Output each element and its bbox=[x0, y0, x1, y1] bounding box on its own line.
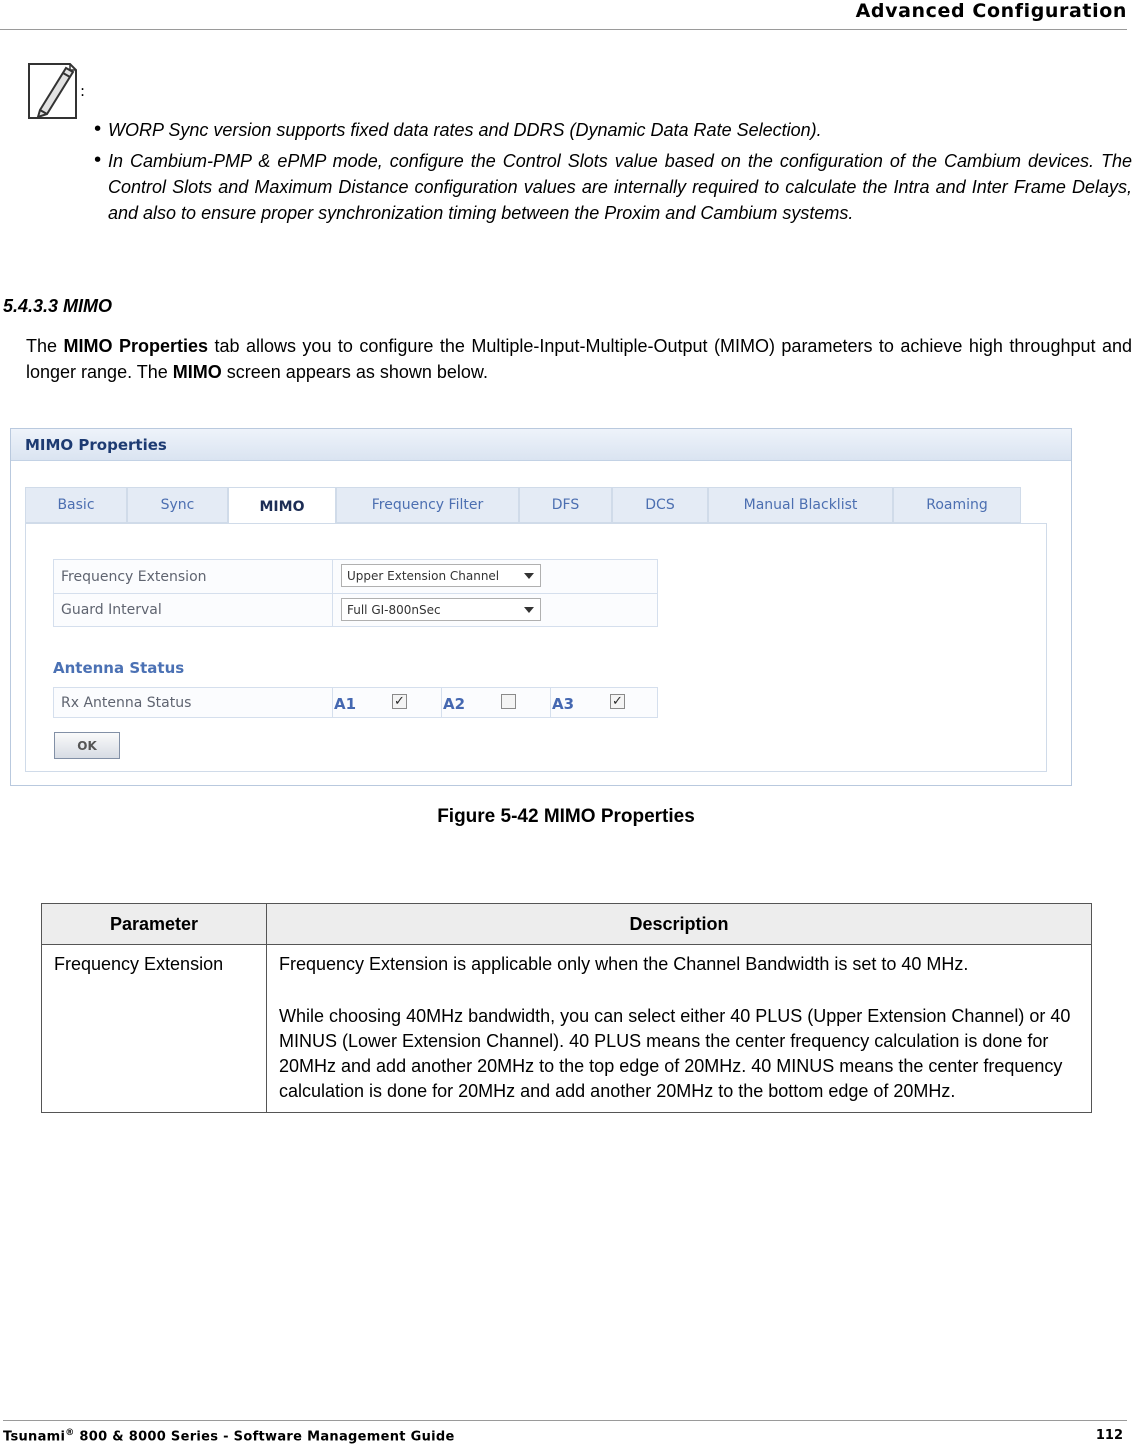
antenna-a3-label: A3 bbox=[552, 695, 575, 713]
antenna-a2-checkbox[interactable] bbox=[501, 694, 516, 709]
column-header-description: Description bbox=[267, 904, 1092, 945]
running-header-title: Advanced Configuration bbox=[855, 0, 1127, 22]
intro-text: screen appears as shown below. bbox=[221, 362, 488, 382]
figure-caption: Figure 5-42 MIMO Properties bbox=[437, 806, 695, 827]
intro-bold-mimo: MIMO bbox=[172, 362, 222, 382]
column-header-parameter: Parameter bbox=[42, 904, 267, 945]
antenna-a2-label: A2 bbox=[443, 695, 466, 713]
tab-frequency-filter[interactable]: Frequency Filter bbox=[336, 487, 519, 523]
antenna-a3-checkbox[interactable]: ✓ bbox=[610, 694, 625, 709]
note-item-2: In Cambium-PMP & ePMP mode, configure the Control Slots value based on the configuration of the Cambium devices. The Control Slots and Maximum Distance configuration values are internally required to calculate the Intra and Inter Frame Delays, and also to ensure proper synchronization timing between the Proxim and Cambium systems. bbox=[108, 151, 1132, 223]
guard-interval-value: Full GI-800nSec bbox=[347, 602, 441, 617]
antenna-status-heading: Antenna Status bbox=[53, 659, 185, 677]
intro-text: The bbox=[26, 336, 64, 356]
tab-sync[interactable]: Sync bbox=[127, 487, 228, 523]
section-intro bbox=[26, 333, 1132, 385]
frequency-extension-value: Upper Extension Channel bbox=[347, 568, 500, 583]
note-pencil-icon bbox=[26, 60, 82, 122]
frequency-extension-label: Frequency Extension bbox=[53, 559, 333, 594]
intro-bold-mimo-properties: MIMO Properties bbox=[63, 336, 208, 356]
tab-dcs[interactable]: DCS bbox=[612, 487, 708, 523]
bullet-marker: • bbox=[92, 118, 104, 140]
section-heading: 5.4.3.3 MIMO bbox=[3, 296, 113, 316]
page-number: 112 bbox=[1095, 1428, 1123, 1443]
tab-manual-blacklist[interactable]: Manual Blacklist bbox=[708, 487, 893, 523]
tab-basic[interactable]: Basic bbox=[25, 487, 127, 523]
footer-brand: Tsunami bbox=[3, 1429, 66, 1445]
antenna-a1-checkbox[interactable]: ✓ bbox=[392, 694, 407, 709]
description-paragraph-2: While choosing 40MHz bandwidth, you can select either 40 PLUS (Upper Extension Channel) or 40 MINUS (Lower Extension Channel). 40 PLUS means the center frequency calculation is done for 20MHz and add another 20MHz to the top edge of 20MHz. 40 MINUS means the center frequency calculation is done for 20MHz and add another 20MHz to the bottom edge of 20MHz. bbox=[279, 1006, 1071, 1101]
rx-antenna-status-label: Rx Antenna Status bbox=[53, 687, 333, 718]
note-colon: : bbox=[80, 82, 86, 100]
guard-interval-label: Guard Interval bbox=[53, 593, 333, 627]
tab-mimo[interactable]: MIMO bbox=[228, 487, 336, 525]
description-cell bbox=[267, 945, 1092, 1113]
intro-text: tab allows you to configure the Multiple-Input-Multiple-Output (MIMO) parameters to achieve high throughput and longer range. The bbox=[26, 336, 1132, 382]
mimo-properties-screenshot bbox=[10, 428, 1072, 786]
description-paragraph-1: Frequency Extension is applicable only when the Channel Bandwidth is set to 40 MHz. bbox=[279, 954, 969, 974]
ok-button[interactable]: OK bbox=[54, 732, 120, 759]
table-header-row bbox=[42, 904, 1092, 945]
screenshot-title-bar bbox=[11, 429, 1071, 461]
footer-guide-name: 800 & 8000 Series - Software Management Guide bbox=[74, 1429, 455, 1445]
chevron-down-icon bbox=[524, 573, 534, 579]
note-item-1: WORP Sync version supports fixed data rates and DDRS (Dynamic Data Rate Selection). bbox=[108, 120, 822, 140]
frequency-extension-select[interactable] bbox=[341, 564, 541, 587]
registered-mark: ® bbox=[65, 1428, 75, 1438]
screenshot-title: MIMO Properties bbox=[25, 436, 167, 454]
bullet-marker: • bbox=[92, 149, 104, 171]
tab-dfs[interactable]: DFS bbox=[519, 487, 612, 523]
parameter-cell: Frequency Extension bbox=[42, 945, 267, 1113]
chevron-down-icon bbox=[524, 607, 534, 613]
tab-roaming[interactable]: Roaming bbox=[893, 487, 1021, 523]
table-row bbox=[42, 945, 1092, 1113]
antenna-a1-label: A1 bbox=[334, 695, 357, 713]
parameter-table bbox=[41, 903, 1092, 1113]
header-rule bbox=[0, 29, 1127, 30]
footer-guide-title bbox=[3, 1428, 455, 1444]
footer-rule bbox=[3, 1420, 1127, 1421]
guard-interval-select[interactable] bbox=[341, 598, 541, 621]
